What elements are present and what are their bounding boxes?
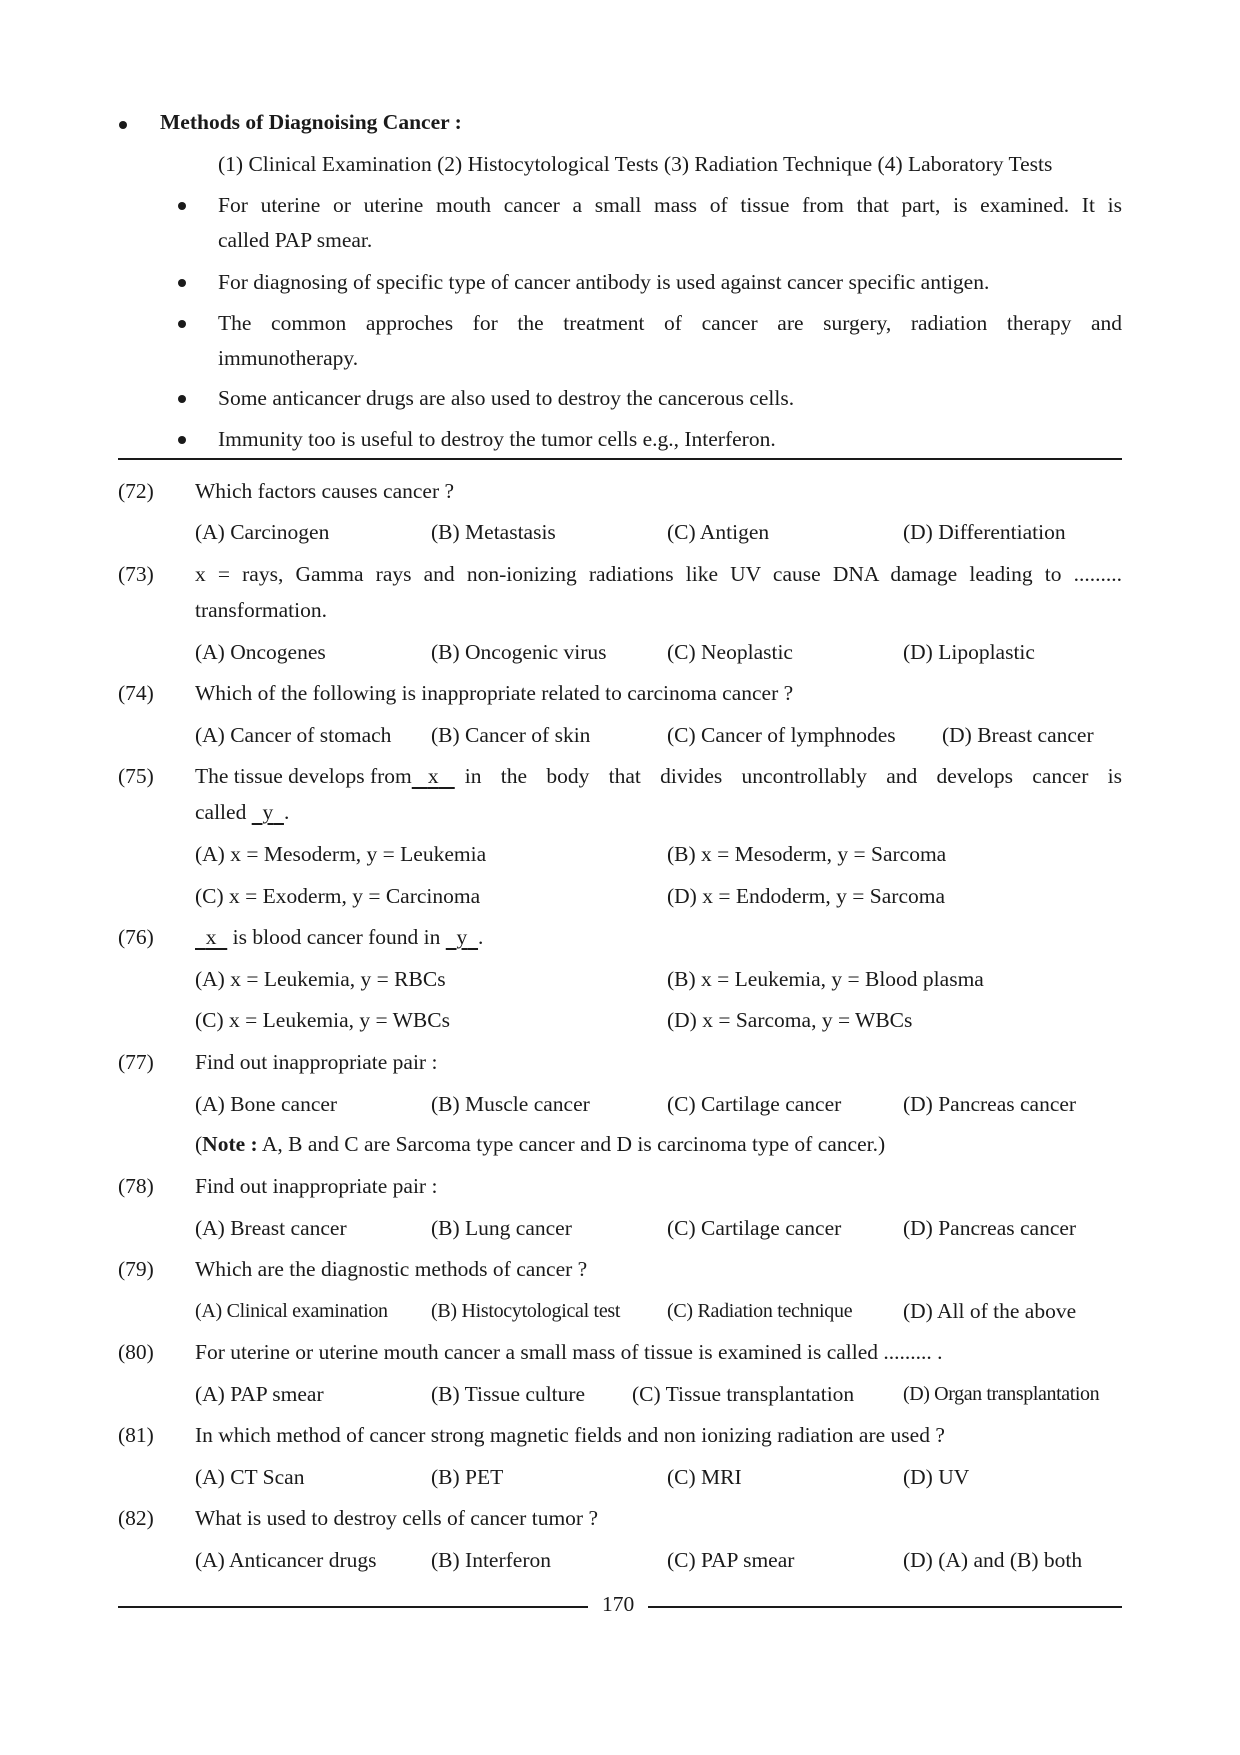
question-text: called y . (195, 800, 290, 824)
option-d: (D) All of the above (903, 1299, 1077, 1323)
bullet-dot (178, 395, 186, 403)
option-a: (A) Clinical examination (195, 1300, 388, 1322)
option-d: (D) UV (903, 1465, 970, 1489)
option-b: (B) Interferon (431, 1548, 551, 1572)
heading-bullet (119, 121, 127, 129)
answer-note: (Note : A, B and C are Sarcoma type cancer and D is carcinoma type of cancer.) (195, 1132, 886, 1156)
bullet-text: Immunity too is useful to destroy the tumor cells e.g., Interferon. (218, 427, 776, 451)
option-c: (C) Tissue transplantation (632, 1382, 855, 1406)
question-number: (82) (118, 1506, 154, 1530)
bullet-dot (178, 320, 186, 328)
question-number: (77) (118, 1050, 154, 1074)
question-number: (79) (118, 1257, 154, 1281)
methods-line: (1) Clinical Examination (2) Histocytological Tests (3) Radiation Technique (4) Laboratory Tests (218, 152, 1053, 176)
option-a: (A) x = Leukemia, y = RBCs (195, 967, 446, 991)
blank-x: x (205, 925, 217, 949)
option-b: (B) Oncogenic virus (431, 640, 607, 664)
option-c: (C) Antigen (667, 520, 770, 544)
question-text: What is used to destroy cells of cancer tumor ? (195, 1506, 598, 1530)
option-b: (B) PET (431, 1465, 504, 1489)
option-a: (A) Bone cancer (195, 1092, 338, 1116)
question-text: Find out inappropriate pair : (195, 1050, 438, 1074)
option-d: (D) Pancreas cancer (903, 1216, 1077, 1240)
page-number: 170 (602, 1592, 635, 1616)
option-b: (B) Muscle cancer (431, 1092, 590, 1116)
bullet-text: Some anticancer drugs are also used to destroy the cancerous cells. (218, 386, 795, 410)
option-a: (A) Oncogenes (195, 640, 326, 664)
option-b: (B) Lung cancer (431, 1216, 572, 1240)
option-d: (D) Organ transplantation (903, 1383, 1100, 1405)
option-a: (A) Anticancer drugs (195, 1548, 377, 1572)
option-b: (B) x = Leukemia, y = Blood plasma (667, 967, 984, 991)
option-b: (B) x = Mesoderm, y = Sarcoma (667, 842, 947, 866)
question-text (195, 764, 1122, 789)
option-a: (A) PAP smear (195, 1382, 324, 1406)
question-text-part: The tissue develops from (195, 764, 412, 788)
option-b: (B) Cancer of skin (431, 723, 591, 747)
bullet-text: For diagnosing of specific type of cancer antibody is used against cancer specific antigen. (218, 270, 990, 294)
question-number: (75) (118, 764, 154, 788)
option-c: (C) Cancer of lymphnodes (667, 723, 896, 747)
option-c: (C) Cartilage cancer (667, 1216, 842, 1240)
question-number: (80) (118, 1340, 154, 1364)
option-c: (C) x = Leukemia, y = WBCs (195, 1008, 450, 1032)
question-text: Find out inappropriate pair : (195, 1174, 438, 1198)
bullet-text: immunotherapy. (218, 346, 359, 370)
option-a: (A) Breast cancer (195, 1216, 347, 1240)
question-text: transformation. (195, 598, 327, 622)
option-b: (B) Tissue culture (431, 1382, 586, 1406)
option-a: (A) Cancer of stomach (195, 723, 392, 747)
question-number: (73) (118, 562, 154, 586)
question-text: For uterine or uterine mouth cancer a small mass of tissue is examined is called ......... . (195, 1340, 943, 1364)
option-c: (C) Cartilage cancer (667, 1092, 842, 1116)
question-text: Which are the diagnostic methods of cancer ? (195, 1257, 588, 1281)
bullet-dot (178, 279, 186, 287)
option-d: (D) x = Sarcoma, y = WBCs (667, 1008, 913, 1032)
option-c: (C) x = Exoderm, y = Carcinoma (195, 884, 481, 908)
option-d: (D) x = Endoderm, y = Sarcoma (667, 884, 945, 908)
option-d: (D) Breast cancer (942, 723, 1094, 747)
blank-y: y (262, 800, 274, 824)
blank-y: y (456, 925, 468, 949)
question-number: (78) (118, 1174, 154, 1198)
question-number: (76) (118, 925, 154, 949)
section-heading: Methods of Diagnoising Cancer : (160, 110, 462, 134)
question-number: (72) (118, 479, 154, 503)
bullet-text: called PAP smear. (218, 228, 373, 252)
question-text: Which factors causes cancer ? (195, 479, 455, 503)
bullet-text: The common approches for the treatment of cancer are surgery, radiation therapy and (218, 311, 1122, 335)
question-text-part: in the body that divides uncontrollably and develops cancer is (464, 764, 1122, 788)
option-a: (A) CT Scan (195, 1465, 305, 1489)
option-a: (A) Carcinogen (195, 520, 330, 544)
question-number: (81) (118, 1423, 154, 1447)
option-d: (D) Pancreas cancer (903, 1092, 1077, 1116)
question-text: x = rays, Gamma rays and non-ionizing radiations like UV cause DNA damage leading to ......... (195, 562, 1122, 586)
bullet-dot (178, 436, 186, 444)
option-c: (C) MRI (667, 1465, 742, 1489)
footer-rule-left (118, 1606, 588, 1608)
note-label: Note : (202, 1132, 258, 1156)
option-b: (B) Metastasis (431, 520, 556, 544)
question-text: x is blood cancer found in y . (195, 925, 483, 950)
section-divider (118, 458, 1122, 460)
blank-x: x (427, 764, 439, 788)
option-c: (C) PAP smear (667, 1548, 795, 1572)
bullet-dot (178, 202, 186, 210)
option-d: (D) (A) and (B) both (903, 1548, 1083, 1572)
option-d: (D) Lipoplastic (903, 640, 1035, 664)
footer-rule-right (648, 1606, 1122, 1608)
option-a: (A) x = Mesoderm, y = Leukemia (195, 842, 487, 866)
question-text: In which method of cancer strong magnetic fields and non ionizing radiation are used ? (195, 1423, 945, 1447)
option-d: (D) Differentiation (903, 520, 1066, 544)
option-b: (B) Histocytological test (431, 1300, 621, 1322)
bullet-text: For uterine or uterine mouth cancer a small mass of tissue from that part, is examined. It is (218, 193, 1122, 217)
question-number: (74) (118, 681, 154, 705)
option-c: (C) Neoplastic (667, 640, 793, 664)
question-text: Which of the following is inappropriate related to carcinoma cancer ? (195, 681, 794, 705)
option-c: (C) Radiation technique (667, 1300, 853, 1322)
